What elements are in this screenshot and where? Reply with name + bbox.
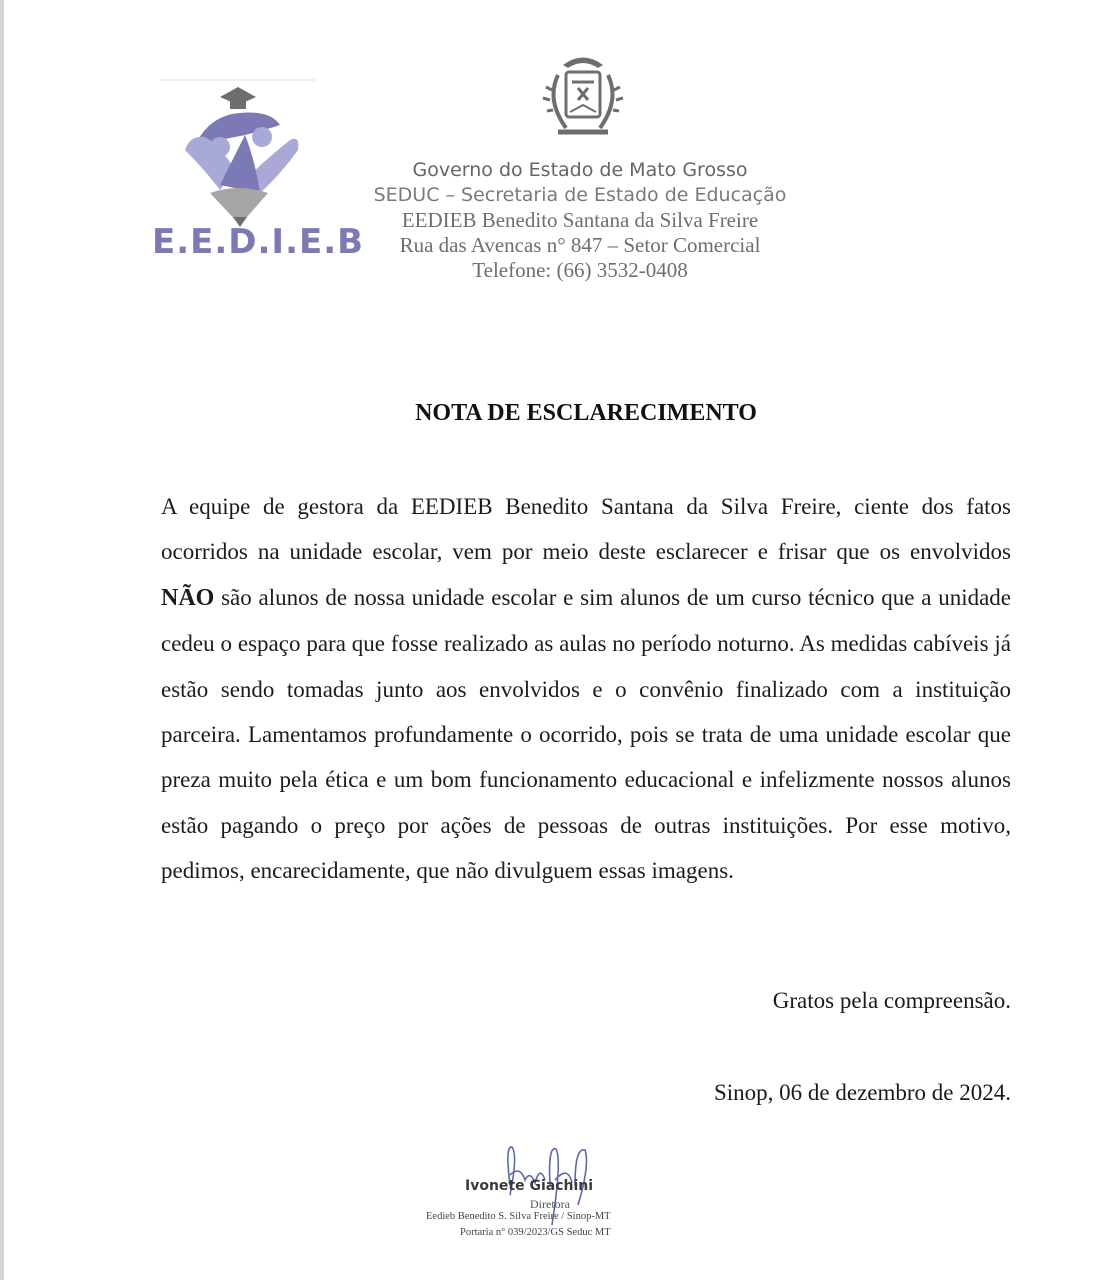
letterhead-secretariat: SEDUC – Secretaria de Estado de Educação: [373, 184, 787, 206]
signature-stamp-school: Eedieb Benedito S. Silva Freire / Sinop-MT: [426, 1211, 611, 1222]
letterhead-school: EEDIEB Benedito Santana da Silva Freire: [401, 208, 759, 232]
signatory-name: Ivonete Giachini: [465, 1178, 594, 1194]
coat-of-arms-icon: [528, 50, 638, 145]
closing-line: Gratos pela compreensão.: [772, 988, 1011, 1013]
paragraph-part-1: A equipe de gestora da EEDIEB Benedito Santana da Silva Freire, ciente dos fatos ocorridos na unidade escolar, vem por meio deste esclarecer e frisar que os envolvidos: [161, 494, 1011, 565]
signature-block: [420, 1135, 680, 1260]
logo-wordmark: E.E.D.I.E.B: [152, 222, 365, 262]
signatory-role: Diretora: [530, 1197, 570, 1211]
letterhead-government: Governo do Estado de Mato Grosso: [412, 159, 748, 181]
signature-stamp-portaria: Portaria n° 039/2023/GS Seduc MT: [460, 1227, 611, 1238]
document-date: Sinop, 06 de dezembro de 2024.: [713, 1080, 1011, 1105]
document-paragraph: [161, 484, 1011, 894]
paragraph-part-2: são alunos de nossa unidade escolar e sim alunos de um curso técnico que a unidade cedeu o espaço para que fosse realizado as aulas no período noturno. As medidas cabíveis já estão sendo tomadas junto aos envolvidos e o convênio finalizado com a instituição parceira. Lamentamos profundamente o ocorrido, pois se trata de uma unidade escolar que preza muito pela ética e um bom funcionamento educacional e infelizmente nossos alunos estão pagando o preço por ações de pessoas de outras instituições. Por esse motivo, pedimos, encarecidamente, que não divulguem essas imagens.: [161, 584, 1011, 884]
paragraph-emphasis: NÃO: [161, 584, 215, 611]
document-title: NOTA DE ESCLARECIMENTO: [415, 400, 757, 426]
letterhead-address: Rua das Avencas n° 847 – Setor Comercial: [399, 233, 761, 257]
letterhead: [330, 158, 830, 283]
page-left-edge: [0, 0, 4, 1280]
letterhead-phone: Telefone: (66) 3532-0408: [472, 258, 688, 282]
